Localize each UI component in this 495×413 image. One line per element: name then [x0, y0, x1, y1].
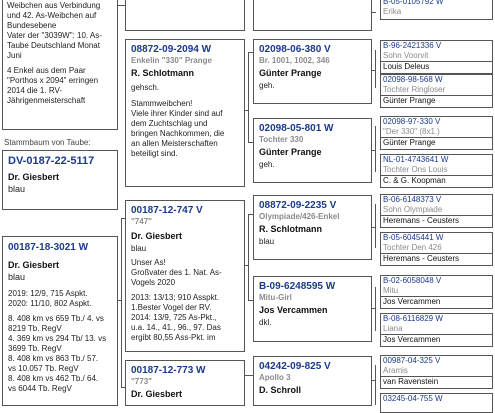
col4-box-9[interactable] — [380, 313, 493, 347]
col4-b11-ring: 03245-04-755 W — [383, 394, 443, 403]
col3-box1-ring: 02098-06-380 V — [259, 44, 331, 55]
col4-b4-name: "Der 330" (8x1.) — [383, 127, 440, 136]
col3-box-1[interactable] — [253, 39, 372, 104]
note-line: beteiligt sind. — [131, 149, 178, 158]
note-line: Jährigenmeisterschaft — [7, 96, 86, 105]
connector — [248, 52, 249, 142]
note-line: 2019: 12/9, 715 Aspkt. — [8, 289, 88, 298]
connector — [375, 365, 376, 405]
col4-b7-name: Tochter Den 426 — [383, 243, 442, 252]
col4-box-4[interactable] — [380, 116, 493, 150]
note-line: 8. 408 km vs 659 Tb./ 4. vs — [8, 314, 104, 323]
col3-box1-name: Br. 1001, 1002, 346 — [259, 56, 330, 65]
note-line: Vater der "3039W": 10. As- — [7, 31, 102, 40]
col4-box-5[interactable] — [380, 154, 493, 188]
col3-box2-owner: Günter Prange — [259, 147, 322, 157]
col4-b6-owner: Heremans - Ceusters — [381, 215, 492, 226]
parent-owner: Dr. Giesbert — [8, 260, 60, 270]
connector — [372, 12, 376, 13]
note-line: 4 Enkel aus dem Paar — [7, 66, 86, 75]
col2-box1-color: gehsch. — [131, 83, 160, 92]
col4-b1-ring: B-05-0105792 W — [383, 0, 444, 6]
col3-box2-ring: 02098-05-801 W — [259, 123, 334, 134]
col4-b10-ring: 00987-04-325 V — [383, 356, 441, 365]
col4-b5-name: Tochter Ons Louis — [383, 165, 448, 174]
parent-box[interactable] — [2, 236, 118, 406]
col3-box-3[interactable] — [253, 195, 372, 260]
col3-box2-color: geh. — [259, 160, 275, 169]
connector — [245, 375, 253, 376]
col4-box-6[interactable] — [380, 194, 493, 228]
col3-box-5[interactable] — [253, 356, 372, 406]
col4-b6-ring: B-06-6148373 V — [383, 195, 442, 204]
col4-box-3[interactable] — [380, 74, 493, 108]
note-line: 2014 die 1. RV- — [7, 86, 63, 95]
note-line: 3699 Tb. RegV — [8, 344, 62, 353]
subject-ring: DV-0187-22-5117 — [8, 155, 95, 167]
note-line: an allen Meisterschaften — [131, 139, 218, 148]
note-line: 2014: 13/9, 725 As-Pkt., — [131, 313, 217, 322]
note-line: bringen Nachkommen, die — [131, 129, 225, 138]
connector — [375, 204, 376, 248]
col1-top-note — [7, 1, 113, 106]
connector — [121, 218, 122, 388]
col3-box4-color: dkl. — [259, 318, 272, 327]
col2-box3-owner: Dr. Giesbert — [131, 389, 183, 399]
note-line: Stammweibchen! — [131, 99, 193, 108]
col4-b5-ring: NL-01-4743641 W — [383, 155, 449, 164]
subject-box[interactable] — [2, 150, 118, 210]
col4-box-11[interactable] — [380, 393, 493, 413]
col4-b3-ring: 02098-98-568 W — [383, 75, 443, 84]
note-line: und 42. As-Weibchen auf — [7, 11, 97, 20]
col2-box-3[interactable] — [125, 360, 245, 406]
col3-box4-ring: B-09-6248595 W — [259, 281, 336, 292]
parent-color: blau — [8, 272, 26, 282]
col2-box1-notes — [131, 99, 239, 159]
col4-b2-name: Sohn Voorvit — [383, 51, 429, 60]
stammbaum-label: Stammbaum von Taube: — [4, 138, 91, 147]
col4-b3-name: Tochter Ringloser — [383, 85, 446, 94]
col3-box3-color: blau — [259, 237, 275, 246]
connector — [248, 214, 249, 300]
note-line: "Porthos x 2094" erringen — [7, 76, 99, 85]
col4-b10-owner: van Ravenstein — [381, 376, 492, 387]
col3-box3-ring: 08872-09-2235 V — [259, 200, 337, 211]
parent-ring: 00187-18-3021 W — [8, 242, 89, 253]
col3-box-2[interactable] — [253, 118, 372, 183]
col4-b4-ring: 02098-97-330 V — [383, 117, 441, 126]
col2-box2-owner: Dr. Giesbert — [131, 231, 183, 241]
parent-notes — [8, 289, 112, 394]
note-line: 1.Bester Vogel der RV. — [131, 303, 212, 312]
col2-box2-color: blau — [131, 244, 147, 253]
col4-b8-name: Mitu — [383, 286, 399, 295]
col3-box4-name: Mitu-Girl — [259, 293, 292, 302]
connector — [375, 126, 376, 172]
col3-box3-name: Olympiade/426-Enkel — [259, 212, 340, 221]
note-line: vs 6044 Tb. RegV — [8, 384, 72, 393]
note-line: vs 10.057 Tb. RegV — [8, 364, 79, 373]
note-line: Großvater des 1. Nat. As- — [131, 268, 222, 277]
col4-b6-name: Sohn Olympiade — [383, 205, 443, 214]
col3-box3-owner: R. Schlotmann — [259, 224, 323, 234]
col4-b1-name: Erika — [383, 7, 402, 16]
col4-b8-owner: Jos Vercammen — [381, 296, 492, 307]
col3-box5-ring: 04242-09-825 V — [259, 361, 331, 372]
note-line: u.a. 14., 41., 96., 97. Das — [131, 323, 221, 332]
col4-box-2[interactable] — [380, 40, 493, 74]
subject-owner: Dr. Giesbert — [8, 172, 60, 182]
col2-box-2[interactable] — [125, 200, 245, 352]
note-line: Juni — [7, 51, 22, 60]
col4-b4-owner: Günter Prange — [381, 137, 492, 148]
col2-box2-ring: 00187-12-747 V — [131, 205, 203, 216]
col2-box3-name: "773" — [131, 377, 152, 386]
col4-b8-ring: B-02-6058048 V — [383, 276, 442, 285]
col4-box-1[interactable] — [380, 0, 493, 20]
note-line: 8219 Tb. RegV — [8, 324, 62, 333]
note-line: Taube Deutschland Monat — [7, 41, 100, 50]
note-line: dem Zuchtschlag und — [131, 119, 208, 128]
connector — [375, 287, 376, 331]
connector — [375, 50, 376, 88]
col4-box-8[interactable] — [380, 275, 493, 309]
col3-box5-name: Apollo 3 — [259, 373, 291, 382]
note-line: Weibchen aus Verbindung — [7, 1, 101, 10]
note-line: Viele ihrer Kinder sind auf — [131, 109, 223, 118]
col3-box1-owner: Günter Prange — [259, 68, 322, 78]
col3-box-top — [253, 0, 372, 31]
col2-box3-ring: 00187-12-773 W — [131, 365, 206, 376]
col4-b5-owner: C. & G. Koopman — [381, 175, 492, 186]
col3-box1-color: geh. — [259, 81, 275, 90]
col2-box1-ring: 08872-09-2094 W — [131, 44, 212, 55]
col4-b9-owner: Jos Vercammen — [381, 334, 492, 345]
note-line: 4. 369 km vs 294 Tb/ 13. vs — [8, 334, 107, 343]
note-line: Vogels 2020 — [131, 278, 176, 287]
col4-b2-owner: Louis Deleus — [381, 61, 492, 72]
col3-box2-name: Tochter 330 — [259, 135, 304, 144]
col4-b3-owner: Günter Prange — [381, 95, 492, 106]
col1-top-note-box — [2, 0, 118, 130]
subject-color: blau — [8, 184, 26, 194]
note-line: Unser As! — [131, 258, 166, 267]
col2-box1-owner: R. Schlotmann — [131, 68, 195, 78]
col4-box-7[interactable] — [380, 232, 493, 266]
col2-box1-name: Enkelin "330" Prange — [131, 56, 212, 65]
col4-b10-name: Aramis — [383, 366, 408, 375]
note-line: 8. 408 km vs 462 Tb./ 64. — [8, 374, 99, 383]
col4-b7-owner: Heremans - Ceusters — [381, 253, 492, 264]
col3-box5-owner: D. Schroll — [259, 385, 302, 395]
col2-box-1[interactable] — [125, 39, 245, 187]
col3-box4-owner: Jos Vercammen — [259, 305, 328, 315]
col2-box2-name: "747" — [131, 217, 152, 226]
col4-b9-name: Liana — [383, 324, 403, 333]
col3-box-4[interactable] — [253, 276, 372, 342]
col4-b7-ring: B-05-6045441 W — [383, 233, 444, 242]
note-line: 2013: 13/13; 910 Asspkt. — [131, 293, 220, 302]
note-line: 8. 408 km vs 863 Tb./ 57. — [8, 354, 99, 363]
note-line: Bundesebene — [7, 21, 57, 30]
note-line: 2020: 11/10, 802 Aspkt. — [8, 299, 92, 308]
col4-b9-ring: B-08-6116829 W — [383, 314, 443, 323]
col2-box2-notes — [131, 258, 239, 343]
col4-b2-ring: B-96-2421336 V — [383, 41, 442, 50]
col2-box-top — [125, 0, 245, 31]
note-line: ergibt 80,55 Ass-Pkt. im — [131, 333, 216, 342]
col4-box-10[interactable] — [380, 355, 493, 389]
